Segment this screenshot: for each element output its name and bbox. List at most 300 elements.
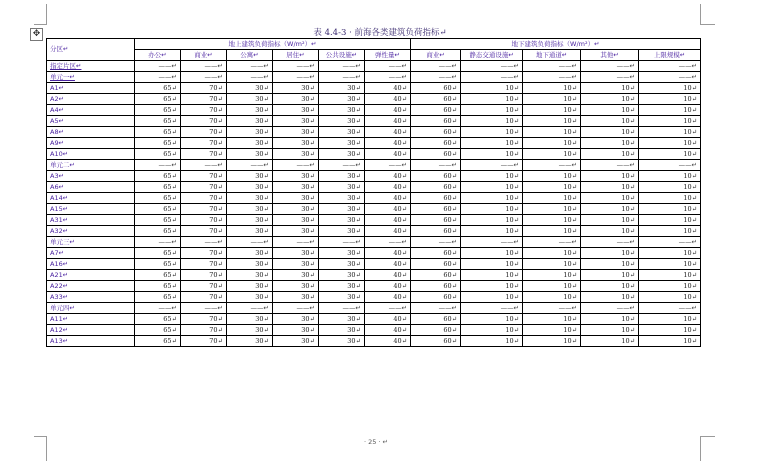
value-cell: 10↵ [639,105,701,116]
dash-cell: ——↵ [461,61,523,72]
dash-cell: ——↵ [411,160,461,171]
value-cell: 30↵ [227,325,273,336]
dash-cell: ——↵ [319,61,365,72]
value-cell: 30↵ [227,215,273,226]
value-cell: 30↵ [227,94,273,105]
value-cell: 10↵ [461,116,523,127]
zone-cell: A14↵ [47,193,135,204]
dash-cell: ——↵ [523,61,581,72]
zone-cell: A1↵ [47,83,135,94]
value-cell: 40↵ [365,149,411,160]
value-cell: 65↵ [135,270,181,281]
value-cell: 60↵ [411,270,461,281]
value-cell: 30↵ [319,149,365,160]
value-cell: 30↵ [319,325,365,336]
value-cell: 30↵ [319,116,365,127]
value-cell: 60↵ [411,226,461,237]
value-cell: 30↵ [227,105,273,116]
above-ground-group-header: 地上建筑负荷指标（W/m²）↵ [135,39,411,50]
table-row [47,204,701,215]
value-cell: 10↵ [523,270,581,281]
dash-cell: ——↵ [181,160,227,171]
value-cell: 10↵ [523,336,581,347]
value-cell: 30↵ [319,182,365,193]
value-cell: 40↵ [365,127,411,138]
value-cell: 30↵ [227,149,273,160]
dash-cell: ——↵ [135,160,181,171]
col-header-public-facility: 公共设施↵ [319,50,365,61]
table-row [47,248,701,259]
value-cell: 10↵ [523,204,581,215]
value-cell: 10↵ [523,281,581,292]
value-cell: 70↵ [181,149,227,160]
value-cell: 30↵ [227,259,273,270]
value-cell: 30↵ [227,182,273,193]
value-cell: 60↵ [411,127,461,138]
value-cell: 10↵ [461,149,523,160]
table-row [47,336,701,347]
value-cell: 30↵ [273,259,319,270]
value-cell: 30↵ [319,314,365,325]
value-cell: 10↵ [523,171,581,182]
dash-cell: ——↵ [411,72,461,83]
value-cell: 70↵ [181,215,227,226]
table-row [47,270,701,281]
zone-cell: A9↵ [47,138,135,149]
value-cell: 65↵ [135,248,181,259]
value-cell: 70↵ [181,336,227,347]
value-cell: 30↵ [227,226,273,237]
value-cell: 10↵ [461,259,523,270]
dash-cell: ——↵ [135,72,181,83]
table-row [47,325,701,336]
dash-cell: ——↵ [181,303,227,314]
value-cell: 30↵ [273,193,319,204]
value-cell: 70↵ [181,270,227,281]
value-cell: 70↵ [181,116,227,127]
value-cell: 10↵ [581,204,639,215]
dash-cell: ——↵ [273,303,319,314]
dash-cell: ——↵ [181,72,227,83]
section-row [47,303,701,314]
value-cell: 30↵ [273,270,319,281]
value-cell: 65↵ [135,226,181,237]
dash-cell: ——↵ [461,303,523,314]
header-row-columns [47,50,701,61]
value-cell: 70↵ [181,182,227,193]
value-cell: 40↵ [365,270,411,281]
table-row [47,292,701,303]
dash-cell: ——↵ [639,72,701,83]
value-cell: 30↵ [273,105,319,116]
value-cell: 10↵ [461,325,523,336]
value-cell: 10↵ [461,248,523,259]
value-cell: 30↵ [319,259,365,270]
table-row [47,171,701,182]
col-header-residential: 居住↵ [273,50,319,61]
value-cell: 40↵ [365,292,411,303]
value-cell: 40↵ [365,259,411,270]
col-header-office: 办公↵ [135,50,181,61]
table-row [47,149,701,160]
value-cell: 10↵ [523,138,581,149]
value-cell: 10↵ [523,248,581,259]
dash-cell: ——↵ [365,237,411,248]
dash-cell: ——↵ [461,160,523,171]
value-cell: 30↵ [227,116,273,127]
zone-cell: A32↵ [47,226,135,237]
zone-cell: A22↵ [47,281,135,292]
value-cell: 10↵ [461,94,523,105]
value-cell: 30↵ [227,83,273,94]
table-row [47,127,701,138]
value-cell: 10↵ [461,182,523,193]
value-cell: 30↵ [319,138,365,149]
value-cell: 60↵ [411,259,461,270]
col-header-upper-limit: 上限规模↵ [639,50,701,61]
value-cell: 30↵ [273,325,319,336]
value-cell: 10↵ [461,204,523,215]
zone-cell: A21↵ [47,270,135,281]
value-cell: 65↵ [135,292,181,303]
dash-cell: ——↵ [227,61,273,72]
value-cell: 65↵ [135,149,181,160]
move-table-icon[interactable]: ✥ [30,28,43,41]
value-cell: 10↵ [523,292,581,303]
value-cell: 65↵ [135,336,181,347]
dash-cell: ——↵ [523,160,581,171]
crop-mark-bottom-left [34,436,47,461]
value-cell: 65↵ [135,325,181,336]
value-cell: 10↵ [523,226,581,237]
table-row [47,116,701,127]
value-cell: 30↵ [227,314,273,325]
section-row [47,61,701,72]
value-cell: 70↵ [181,105,227,116]
value-cell: 10↵ [581,171,639,182]
header-row-groups [47,39,701,50]
value-cell: 10↵ [639,281,701,292]
value-cell: 10↵ [581,281,639,292]
value-cell: 65↵ [135,94,181,105]
value-cell: 10↵ [639,182,701,193]
value-cell: 10↵ [639,259,701,270]
value-cell: 10↵ [639,204,701,215]
value-cell: 60↵ [411,94,461,105]
value-cell: 10↵ [461,292,523,303]
value-cell: 40↵ [365,83,411,94]
value-cell: 10↵ [581,94,639,105]
zone-cell: A15↵ [47,204,135,215]
value-cell: 30↵ [319,127,365,138]
value-cell: 30↵ [319,215,365,226]
value-cell: 10↵ [461,171,523,182]
value-cell: 65↵ [135,215,181,226]
value-cell: 40↵ [365,171,411,182]
value-cell: 10↵ [461,270,523,281]
dash-cell: ——↵ [365,303,411,314]
crop-mark-top-left [34,4,47,25]
value-cell: 10↵ [523,259,581,270]
value-cell: 10↵ [461,138,523,149]
zone-cell: 单元二↵ [47,160,135,171]
value-cell: 30↵ [227,270,273,281]
value-cell: 70↵ [181,226,227,237]
value-cell: 30↵ [319,171,365,182]
value-cell: 10↵ [639,325,701,336]
value-cell: 10↵ [523,182,581,193]
value-cell: 10↵ [581,292,639,303]
dash-cell: ——↵ [181,61,227,72]
zone-cell: A33↵ [47,292,135,303]
zone-cell: 单元四↵ [47,303,135,314]
dash-cell: ——↵ [273,72,319,83]
value-cell: 30↵ [227,204,273,215]
dash-cell: ——↵ [319,237,365,248]
value-cell: 10↵ [581,314,639,325]
value-cell: 30↵ [319,292,365,303]
value-cell: 10↵ [523,325,581,336]
value-cell: 70↵ [181,127,227,138]
dash-cell: ——↵ [135,61,181,72]
value-cell: 10↵ [639,215,701,226]
dash-cell: ——↵ [135,237,181,248]
dash-cell: ——↵ [227,160,273,171]
value-cell: 40↵ [365,325,411,336]
dash-cell: ——↵ [319,303,365,314]
dash-cell: ——↵ [581,303,639,314]
value-cell: 10↵ [523,116,581,127]
dash-cell: ——↵ [581,237,639,248]
value-cell: 60↵ [411,314,461,325]
dash-cell: ——↵ [411,237,461,248]
value-cell: 40↵ [365,182,411,193]
value-cell: 10↵ [639,83,701,94]
value-cell: 10↵ [581,182,639,193]
value-cell: 10↵ [581,83,639,94]
table-row [47,193,701,204]
table-row [47,182,701,193]
value-cell: 70↵ [181,248,227,259]
value-cell: 10↵ [523,83,581,94]
crop-mark-top-right [700,4,715,25]
value-cell: 30↵ [273,226,319,237]
col-header-ug-passage: 地下通道↵ [523,50,581,61]
value-cell: 30↵ [227,336,273,347]
value-cell: 10↵ [523,215,581,226]
value-cell: 10↵ [461,215,523,226]
dash-cell: ——↵ [273,160,319,171]
value-cell: 30↵ [273,138,319,149]
col-header-ug-commercial: 商业↵ [411,50,461,61]
value-cell: 65↵ [135,83,181,94]
value-cell: 10↵ [639,193,701,204]
dash-cell: ——↵ [273,237,319,248]
dash-cell: ——↵ [319,160,365,171]
value-cell: 60↵ [411,193,461,204]
value-cell: 65↵ [135,171,181,182]
value-cell: 10↵ [461,226,523,237]
value-cell: 10↵ [523,127,581,138]
dash-cell: ——↵ [181,237,227,248]
value-cell: 40↵ [365,281,411,292]
zone-cell: A4↵ [47,105,135,116]
value-cell: 10↵ [581,226,639,237]
dash-cell: ——↵ [135,303,181,314]
dash-cell: ——↵ [227,303,273,314]
value-cell: 30↵ [273,215,319,226]
value-cell: 30↵ [273,314,319,325]
value-cell: 30↵ [273,281,319,292]
value-cell: 10↵ [639,314,701,325]
value-cell: 60↵ [411,336,461,347]
value-cell: 60↵ [411,149,461,160]
value-cell: 30↵ [227,127,273,138]
value-cell: 70↵ [181,292,227,303]
value-cell: 60↵ [411,325,461,336]
value-cell: 65↵ [135,314,181,325]
table-row [47,226,701,237]
col-header-static-traffic: 静态交通设施↵ [461,50,523,61]
value-cell: 60↵ [411,292,461,303]
value-cell: 30↵ [273,292,319,303]
dash-cell: ——↵ [365,160,411,171]
dash-cell: ——↵ [461,72,523,83]
value-cell: 10↵ [523,149,581,160]
section-row [47,160,701,171]
value-cell: 10↵ [581,325,639,336]
value-cell: 40↵ [365,193,411,204]
load-index-table [46,38,701,347]
underground-group-header: 地下建筑负荷指标（W/m²）↵ [411,39,701,50]
value-cell: 65↵ [135,193,181,204]
dash-cell: ——↵ [365,61,411,72]
dash-cell: ——↵ [411,61,461,72]
zone-cell: A13↵ [47,336,135,347]
zone-cell: A12↵ [47,325,135,336]
crop-mark-bottom-right [700,436,715,461]
value-cell: 60↵ [411,171,461,182]
zone-cell: A3↵ [47,171,135,182]
table-row [47,281,701,292]
value-cell: 30↵ [273,94,319,105]
value-cell: 10↵ [581,215,639,226]
table-title: 表 4.4-3 · 前海各类建筑负荷指标↵ [313,28,447,38]
value-cell: 10↵ [461,105,523,116]
zone-cell: A5↵ [47,116,135,127]
dash-cell: ——↵ [523,303,581,314]
value-cell: 30↵ [319,83,365,94]
value-cell: 60↵ [411,105,461,116]
col-header-commercial: 商业↵ [181,50,227,61]
table-row [47,94,701,105]
value-cell: 70↵ [181,83,227,94]
value-cell: 65↵ [135,204,181,215]
value-cell: 10↵ [461,127,523,138]
page-number: · 25 · ↵ [363,438,389,446]
value-cell: 30↵ [319,270,365,281]
value-cell: 10↵ [523,193,581,204]
value-cell: 10↵ [461,336,523,347]
value-cell: 10↵ [581,336,639,347]
value-cell: 30↵ [319,204,365,215]
value-cell: 70↵ [181,138,227,149]
dash-cell: ——↵ [523,72,581,83]
value-cell: 70↵ [181,94,227,105]
dash-cell: ——↵ [411,303,461,314]
dash-cell: ——↵ [273,61,319,72]
value-cell: 10↵ [581,127,639,138]
value-cell: 30↵ [227,138,273,149]
value-cell: 10↵ [581,193,639,204]
dash-cell: ——↵ [639,160,701,171]
value-cell: 10↵ [581,116,639,127]
dash-cell: ——↵ [639,61,701,72]
value-cell: 30↵ [227,281,273,292]
value-cell: 40↵ [365,138,411,149]
value-cell: 60↵ [411,204,461,215]
value-cell: 30↵ [273,83,319,94]
value-cell: 10↵ [639,292,701,303]
value-cell: 10↵ [639,149,701,160]
value-cell: 70↵ [181,171,227,182]
value-cell: 30↵ [227,248,273,259]
value-cell: 10↵ [581,105,639,116]
value-cell: 10↵ [639,138,701,149]
value-cell: 40↵ [365,314,411,325]
dash-cell: ——↵ [581,160,639,171]
value-cell: 10↵ [639,94,701,105]
value-cell: 10↵ [523,314,581,325]
value-cell: 10↵ [461,314,523,325]
zone-cell: A10↵ [47,149,135,160]
section-row [47,237,701,248]
value-cell: 40↵ [365,248,411,259]
value-cell: 65↵ [135,116,181,127]
col-header-apartment: 公寓↵ [227,50,273,61]
value-cell: 10↵ [581,149,639,160]
value-cell: 10↵ [639,226,701,237]
value-cell: 30↵ [273,127,319,138]
value-cell: 40↵ [365,336,411,347]
value-cell: 30↵ [319,336,365,347]
value-cell: 10↵ [581,270,639,281]
value-cell: 10↵ [581,248,639,259]
value-cell: 70↵ [181,204,227,215]
value-cell: 40↵ [365,105,411,116]
value-cell: 30↵ [319,248,365,259]
zone-cell: A6↵ [47,182,135,193]
value-cell: 10↵ [639,270,701,281]
value-cell: 60↵ [411,116,461,127]
value-cell: 70↵ [181,259,227,270]
zone-cell: A31↵ [47,215,135,226]
value-cell: 65↵ [135,259,181,270]
zone-cell: A7↵ [47,248,135,259]
dash-cell: ——↵ [639,303,701,314]
dash-cell: ——↵ [365,72,411,83]
table-row [47,215,701,226]
col-header-flex: 弹性量↵ [365,50,411,61]
zone-cell: A16↵ [47,259,135,270]
table-row [47,138,701,149]
dash-cell: ——↵ [581,72,639,83]
table-row [47,105,701,116]
value-cell: 10↵ [461,193,523,204]
value-cell: 10↵ [581,259,639,270]
zone-cell: 单元三↵ [47,237,135,248]
value-cell: 10↵ [639,127,701,138]
